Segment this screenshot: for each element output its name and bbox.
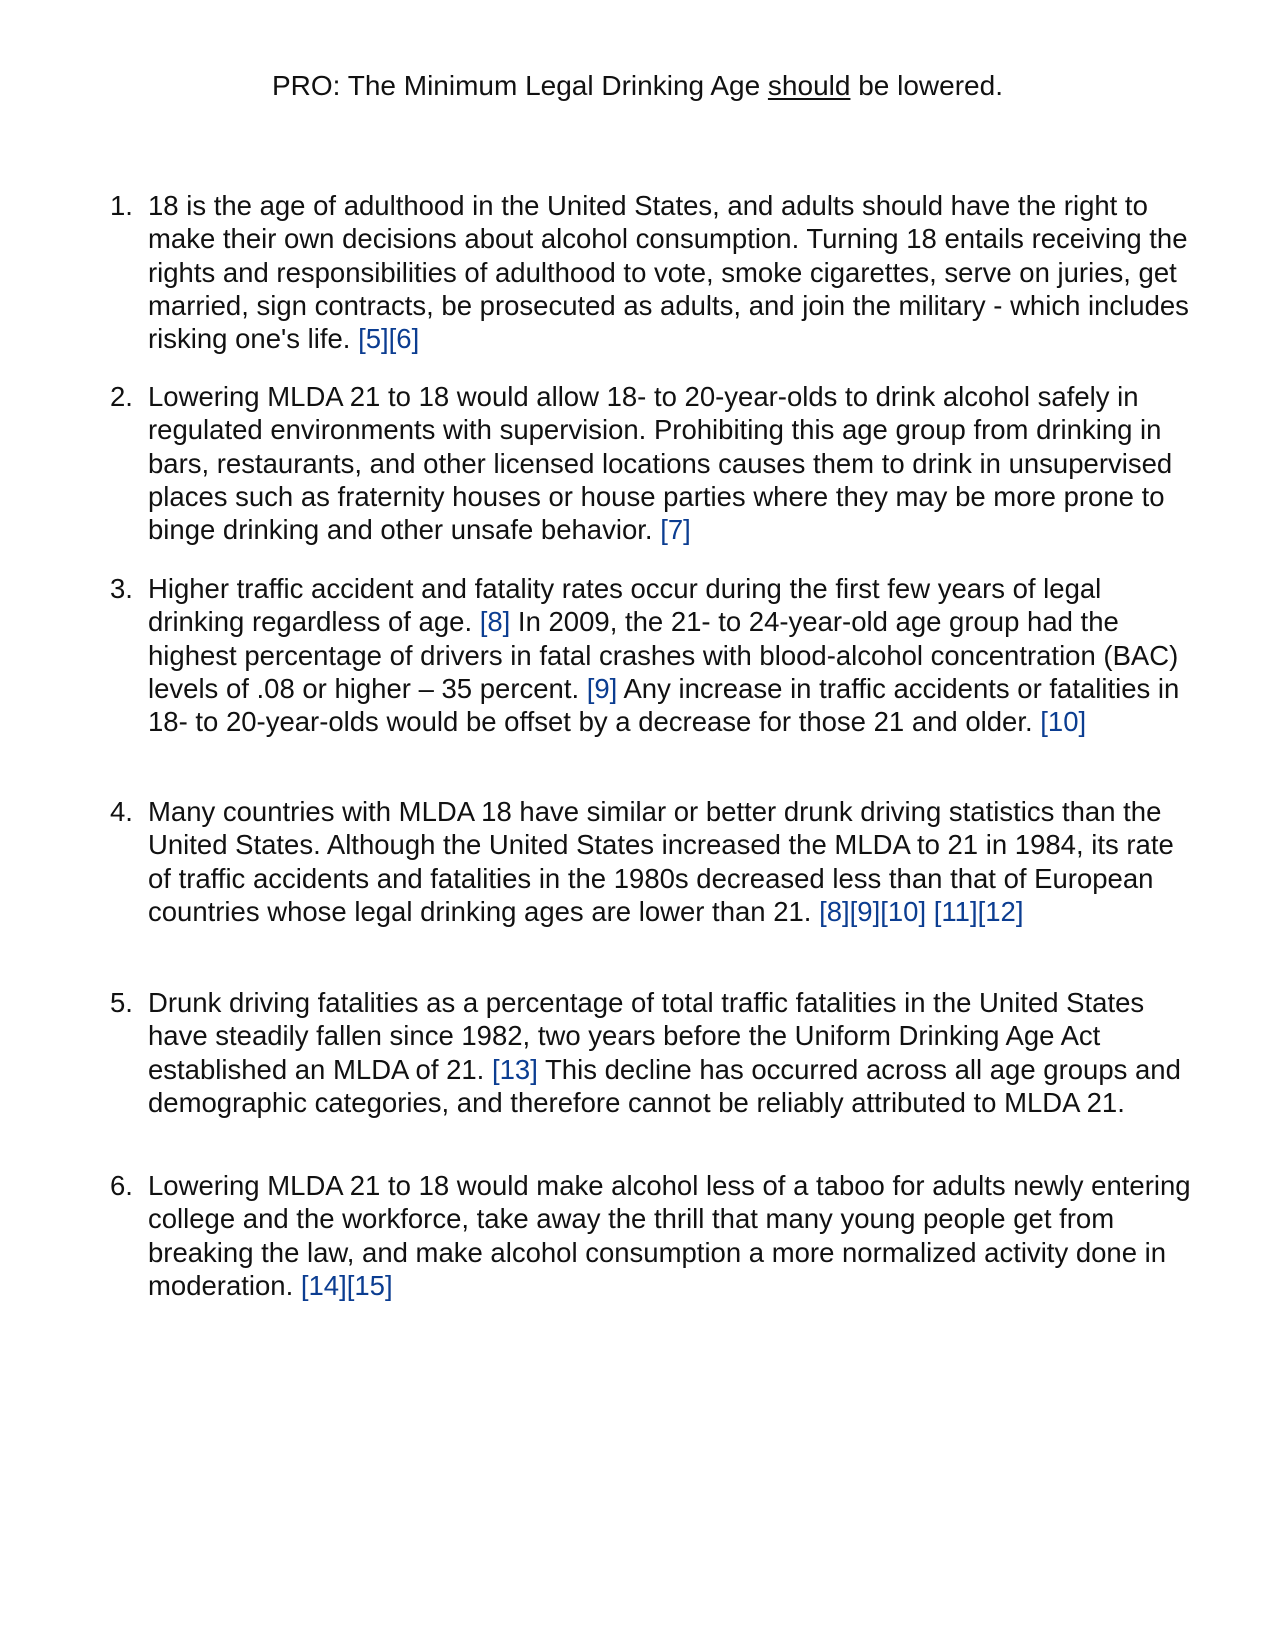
item-number: 1.: [110, 190, 133, 221]
citation-link[interactable]: [9]: [849, 895, 881, 927]
item-text-segment: [926, 896, 934, 927]
title-text-before: PRO: The Minimum Legal Drinking Age: [272, 70, 768, 101]
item-number: 2.: [110, 381, 133, 412]
citation-link[interactable]: [12]: [977, 895, 1024, 927]
item-text: [148, 795, 1200, 928]
citation-link[interactable]: [11]: [933, 895, 978, 927]
item-text-segment: Many countries with MLDA 18 have similar or better drunk driving statistics than the United States. Although the United States increased the MLDA to 21 in 1984, its rate of traffic accidents and fatalities in the 1980s decreased less than that of European countries whose legal drinking ages are lower than 21.: [148, 796, 1174, 927]
argument-item-2: [110, 380, 1200, 546]
argument-item-4: [110, 795, 1200, 928]
citation-link[interactable]: [9]: [586, 672, 618, 704]
citation-link[interactable]: [5]: [358, 323, 389, 355]
item-number: 6.: [110, 1170, 133, 1201]
item-text-segment: Lowering MLDA 21 to 18 would make alcohol less of a taboo for adults newly entering college and the workforce, take away the thrill that many young people get from breaking the law, and make alcohol consumption a more normalized activity done in moderation.: [148, 1170, 1191, 1301]
item-text-segment: Any increase in traffic accidents or fatalities in 18- to 20-year-olds would be offset by a decrease for those 21 and older.: [148, 672, 1180, 738]
argument-item-5: [110, 986, 1200, 1119]
item-text-segment: This decline has occurred across all age groups and demographic categories, and therefore cannot be reliably attributed to MLDA 21.: [148, 1053, 1181, 1118]
argument-item-3: [110, 572, 1200, 738]
item-text-segment: Drunk driving fatalities as a percentage of total traffic fatalities in the United States have steadily fallen since 1982, two years before the Uniform Drinking Age Act established an MLDA of 21.: [148, 987, 1145, 1085]
item-number: 3.: [110, 573, 133, 604]
title-text-after: be lowered.: [850, 70, 1003, 101]
citation-link[interactable]: [7]: [660, 514, 691, 546]
item-number: 5.: [110, 987, 133, 1018]
item-text: [148, 1169, 1200, 1302]
item-text: [148, 380, 1200, 546]
item-text-segment: Higher traffic accident and fatality rates occur during the first few years of legal drinking regardless of age.: [148, 573, 1102, 638]
citation-link[interactable]: [8]: [479, 606, 511, 638]
page-title: [0, 68, 1275, 104]
citation-link[interactable]: [8]: [819, 895, 850, 927]
item-text: [148, 986, 1200, 1119]
item-text: [148, 572, 1200, 738]
citation-link[interactable]: [6]: [388, 323, 420, 355]
citation-link[interactable]: [10]: [1040, 706, 1087, 738]
citation-link[interactable]: [15]: [346, 1269, 393, 1301]
citation-link[interactable]: [13]: [491, 1053, 538, 1085]
item-text-segment: 18 is the age of adulthood in the United States, and adults should have the right to make their own decisions about alcohol consumption. Turning 18 entails receiving the rights and responsibilities of adulthood to vote, smoke cigarettes, serve on juries, get married, sign contracts, be prosecuted as adults, and join the military - which includes risking one's life.: [148, 190, 1189, 355]
argument-item-1: [110, 189, 1200, 355]
item-text-segment: Lowering MLDA 21 to 18 would allow 18- to 20-year-olds to drink alcohol safely in regulated environments with supervision. Prohibiting this age group from drinking in bars, restaurants, and other licensed locations causes them to drink in unsupervised places such as fraternity houses or house parties where they may be more prone to binge drinking and other unsafe behavior.: [148, 381, 1173, 546]
citation-link[interactable]: [10]: [880, 895, 927, 927]
title-emphasis: should: [767, 70, 851, 101]
item-text-segment: In 2009, the 21- to 24-year-old age group had the highest percentage of drivers in fatal crashes with blood-alcohol concentration (BAC) levels of .08 or higher – 35 percent.: [148, 606, 1179, 704]
argument-item-6: [110, 1169, 1200, 1302]
item-number: 4.: [110, 796, 133, 827]
item-text: [148, 189, 1200, 355]
citation-link[interactable]: [14]: [300, 1269, 347, 1301]
